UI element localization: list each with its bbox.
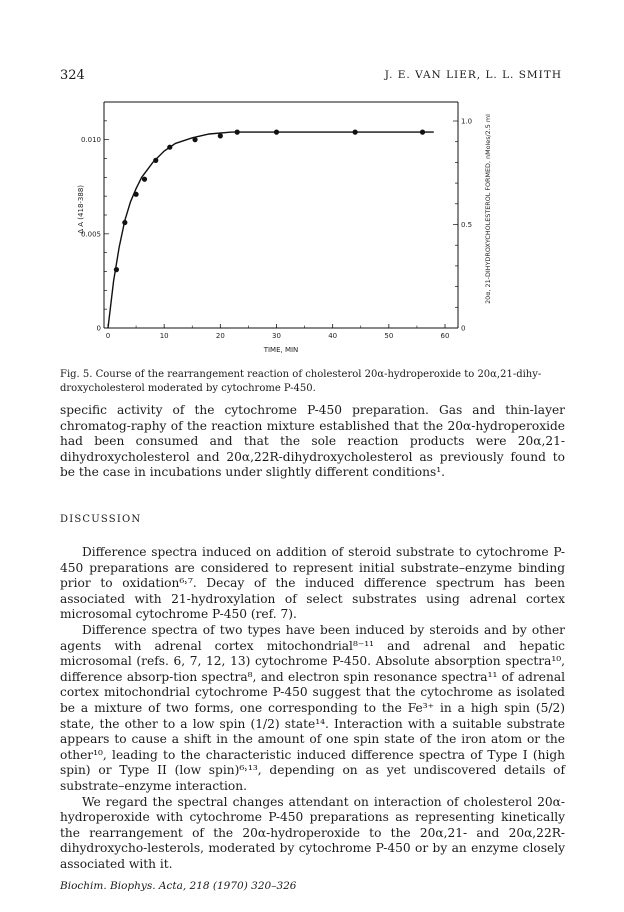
data-point	[274, 130, 279, 135]
x-tick-label: 10	[159, 332, 169, 340]
caption-text: Course of the rearrangement reaction of cholesterol 20α-hydroperoxide to 20α,21-dihy-droxycholesterol moderated by cytochrome P-450.	[60, 369, 542, 394]
paragraph-3: Difference spectra of two types have been induced by steroids and by other agents with adrenal cortex mitochondrial⁸⁻¹¹ and adrenal and hepatic microsomal (refs. 6, 7, 12, 13) cytochrome P-450. Absolute absorption spectra¹⁰, difference absorp-tion spectra⁸, and electron spin resonance spectra¹¹ of adrenal cortex mitochondrial cytochrome P-450 suggest that the cytochrome as isolated be a mixture of two forms, one corresponding to the Fe³⁺ in a high spin (5/2) state, the other to a low spin (1/2) state¹⁴. Interaction with a suitable substrate appears to cause a shift in the amount of one spin state of the iron atom or the other¹⁰, leading to the characteristic induced difference spectra of Type I (high spin) or Type II (low spin)⁶˒¹³, depending on as yet undiscovered details of substrate–enzyme interaction.	[60, 622, 565, 793]
paragraph-2: Difference spectra induced on addition of steroid substrate to cytochrome P-450 preparations are considered to represent initial substrate–enzyme binding prior to oxidation⁶˒⁷. Decay of the induced difference spectrum has been associated with 21-hydroxylation of select substrates using adrenal cortex microsomal cytochrome P-450 (ref. 7).	[60, 545, 565, 622]
y-axis-left-label: Δ A (418-388)	[77, 184, 85, 234]
paragraph-1: specific activity of the cytochrome P-450 preparation. Gas and thin-layer chromatog-raphy of the reaction mixture established that the 20α-hydroperoxide had been consumed and that the sole reaction products were 20α,21-dihydroxycholesterol and 20α,22R-dihydroxycholesterol as previously found to be the case in incubations under slightly different conditions¹.	[60, 403, 565, 480]
x-tick-label: 30	[272, 332, 281, 340]
data-point	[353, 130, 358, 135]
y-right-tick-label: 0	[461, 324, 466, 333]
x-tick-label: 60	[440, 332, 450, 340]
y-left-tick-label: 0	[96, 324, 101, 333]
data-point	[420, 130, 425, 135]
running-header-authors: J. E. VAN LIER, L. L. SMITH	[384, 69, 562, 81]
data-point	[192, 137, 197, 142]
chart-tick-labels	[81, 118, 472, 341]
section-title: DISCUSSION	[60, 514, 142, 525]
figure-5-chart	[0, 0, 624, 360]
data-point	[122, 220, 127, 225]
x-tick-label: 20	[215, 332, 225, 340]
data-point	[167, 145, 172, 150]
data-point	[142, 177, 147, 182]
y-left-tick-label: 0.010	[80, 136, 101, 145]
chart-ticks	[104, 102, 458, 328]
results-paragraph	[60, 403, 565, 481]
y-right-tick-label: 1.0	[461, 117, 473, 126]
page-number: 324	[60, 68, 85, 83]
data-points	[114, 130, 425, 273]
data-point	[133, 192, 138, 197]
y-right-tick-label: 0.5	[461, 221, 473, 229]
x-tick-label: 50	[384, 332, 394, 340]
y-axis-right-label: 20α, 21-DIHYDROXYCHOLESTEROL FORMED, nMoles/2.5 ml	[484, 114, 492, 304]
x-tick-label: 40	[328, 332, 338, 340]
x-axis-label: TIME, MIN	[263, 346, 299, 354]
paragraph-4: We regard the spectral changes attendant on interaction of cholesterol 20α-hydroperoxide with cytochrome P-450 preparations as representing kinetically the rearrangement of the 20α-hydroperoxide to the 20α,21- and 20α,22R-dihydroxycho-lesterols, moderated by cytochrome P-450 or by an enzyme closely associated with it.	[60, 794, 565, 871]
journal-citation: Biochim. Biophys. Acta, 218 (1970) 320–326	[60, 880, 297, 892]
discussion-text	[60, 545, 565, 872]
data-point	[218, 133, 223, 138]
figure-caption	[60, 368, 565, 396]
data-point	[153, 158, 158, 163]
x-tick-label: 0	[105, 332, 111, 340]
data-point	[114, 267, 119, 272]
chart-axes	[104, 102, 458, 328]
data-point	[235, 130, 240, 135]
y-left-tick-label: 0.005	[80, 230, 101, 239]
caption-label: Fig. 5.	[60, 369, 93, 380]
